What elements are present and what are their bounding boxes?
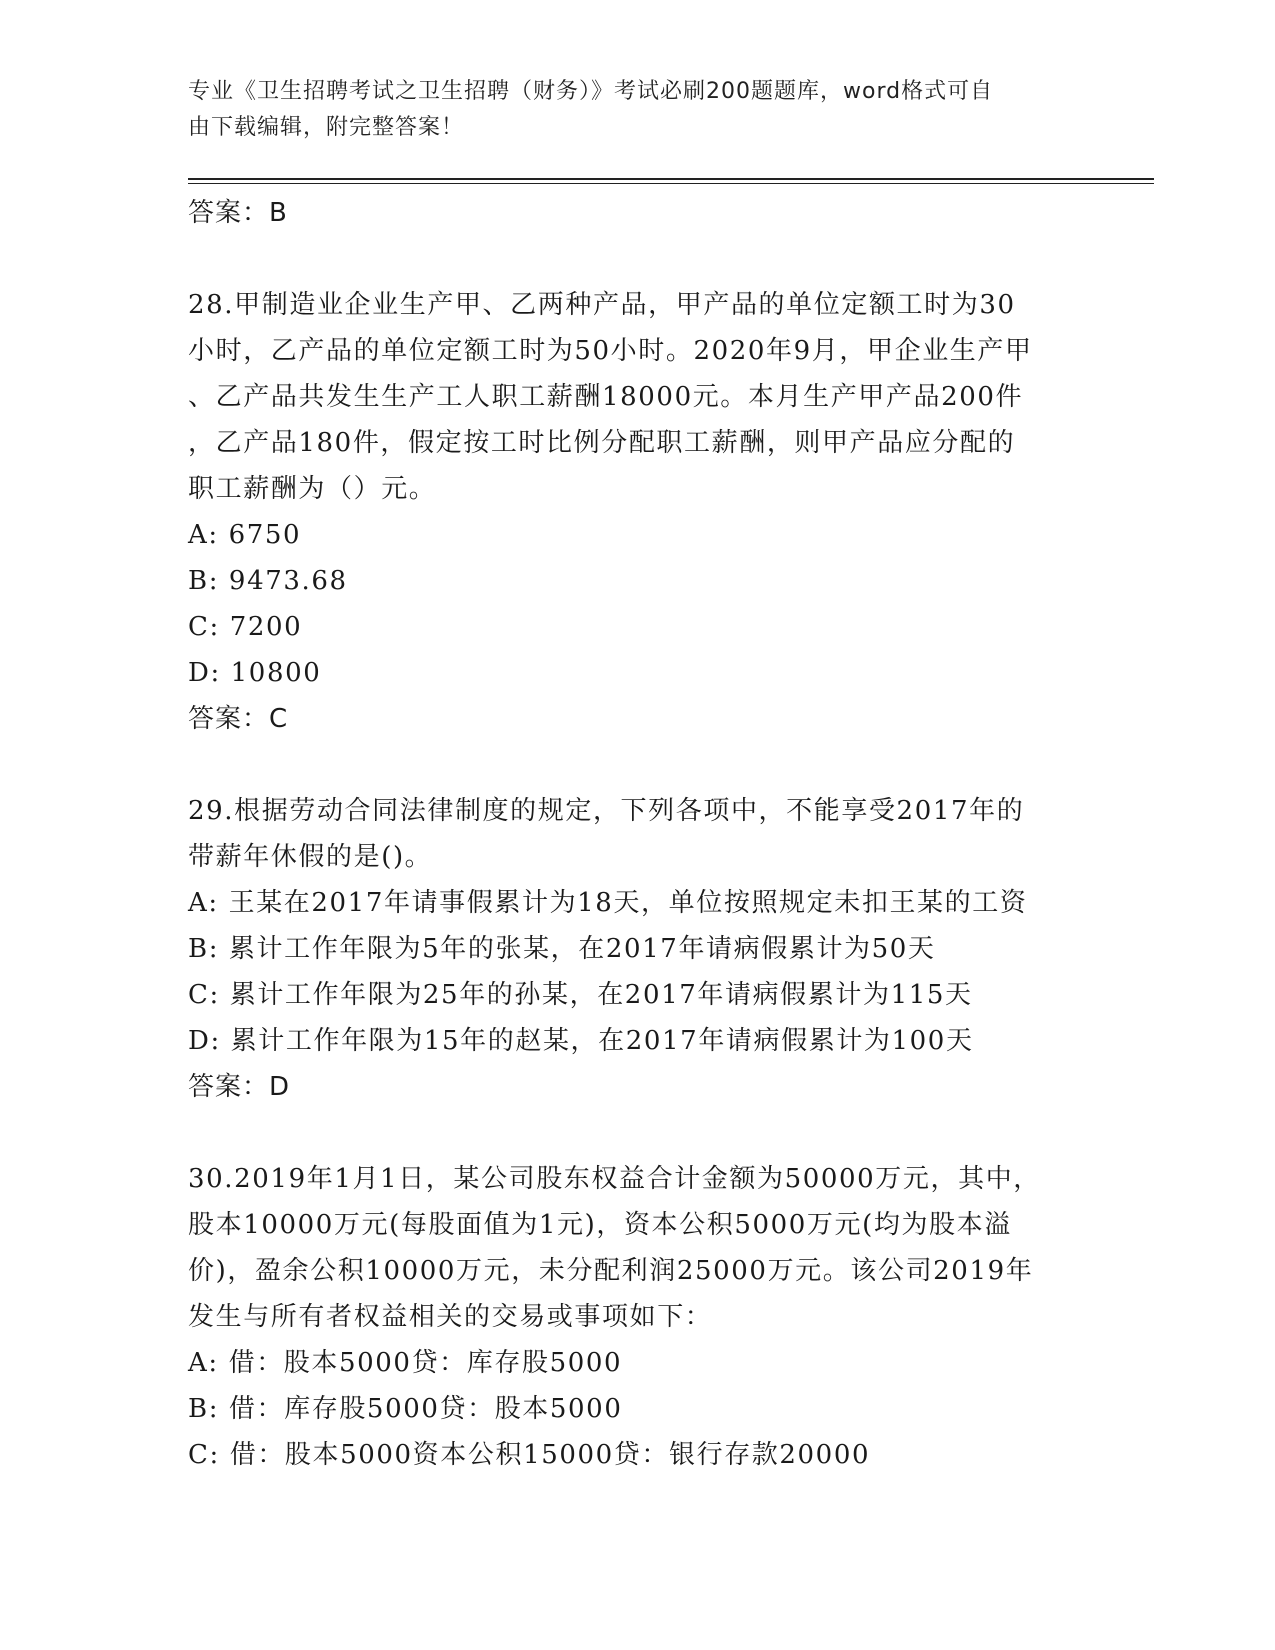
question-28-option-a: A: 6750 (188, 520, 302, 550)
question-29-option-d: D: 累计工作年限为15年的赵某，在2017年请病假累计为100天 (188, 1026, 974, 1056)
question-29-line-1: 29.根据劳动合同法律制度的规定，下列各项中，不能享受2017年的 (188, 796, 1025, 826)
question-28-answer: 答案：C (188, 704, 289, 734)
spacer (188, 1110, 1088, 1156)
question-28-option-c: C: 7200 (188, 612, 303, 642)
question-28-option-d: D: 10800 (188, 658, 322, 688)
question-28-line-5: 职工薪酬为（）元。 (188, 474, 437, 504)
spacer (188, 236, 1088, 282)
question-30-line-1: 30.2019年1月1日，某公司股东权益合计金额为50000万元，其中， (188, 1164, 1041, 1194)
header-line-1: 专业《卫生招聘考试之卫生招聘（财务）》考试必刷200题题库，word格式可自 (188, 79, 994, 104)
question-30-line-2: 股本10000万元(每股面值为1元)，资本公积5000万元(均为股本溢 (188, 1210, 1012, 1240)
question-30-option-b: B: 借：库存股5000贷：股本5000 (188, 1394, 623, 1424)
header-divider-thick (188, 178, 1154, 180)
question-28-line-3: 、乙产品共发生生产工人职工薪酬18000元。本月生产甲产品200件 (188, 382, 1024, 412)
question-28-line-2: 小时，乙产品的单位定额工时为50小时。2020年9月，甲企业生产甲 (188, 336, 1033, 366)
header-line-2: 由下载编辑，附完整答案！ (188, 115, 465, 140)
question-29-answer: 答案：D (188, 1072, 291, 1102)
spacer (188, 742, 1088, 788)
question-30-option-a: A: 借：股本5000贷：库存股5000 (188, 1348, 623, 1378)
question-28 (188, 282, 1088, 742)
question-29 (188, 788, 1088, 1110)
question-28-option-b: B: 9473.68 (188, 566, 348, 596)
question-28-line-1: 28.甲制造业企业生产甲、乙两种产品，甲产品的单位定额工时为30 (188, 290, 1016, 320)
document-body (188, 190, 1088, 1478)
question-29-line-2: 带薪年休假的是()。 (188, 842, 433, 872)
previous-answer: 答案：B (188, 198, 288, 228)
question-29-option-c: C: 累计工作年限为25年的孙某，在2017年请病假累计为115天 (188, 980, 973, 1010)
question-28-line-4: ，乙产品180件，假定按工时比例分配职工薪酬，则甲产品应分配的 (188, 428, 1016, 458)
question-30-line-3: 价)，盈余公积10000万元，未分配利润25000万元。该公司2019年 (188, 1256, 1034, 1286)
question-30-option-c: C: 借：股本5000资本公积15000贷：银行存款20000 (188, 1440, 871, 1470)
document-header (188, 74, 1088, 146)
question-30-line-4: 发生与所有者权益相关的交易或事项如下： (188, 1302, 713, 1332)
question-30 (188, 1156, 1088, 1478)
question-29-option-a: A: 王某在2017年请事假累计为18天，单位按照规定未扣王某的工资 (188, 888, 1028, 918)
question-29-option-b: B: 累计工作年限为5年的张某，在2017年请病假累计为50天 (188, 934, 936, 964)
header-divider-thin (188, 183, 1154, 184)
